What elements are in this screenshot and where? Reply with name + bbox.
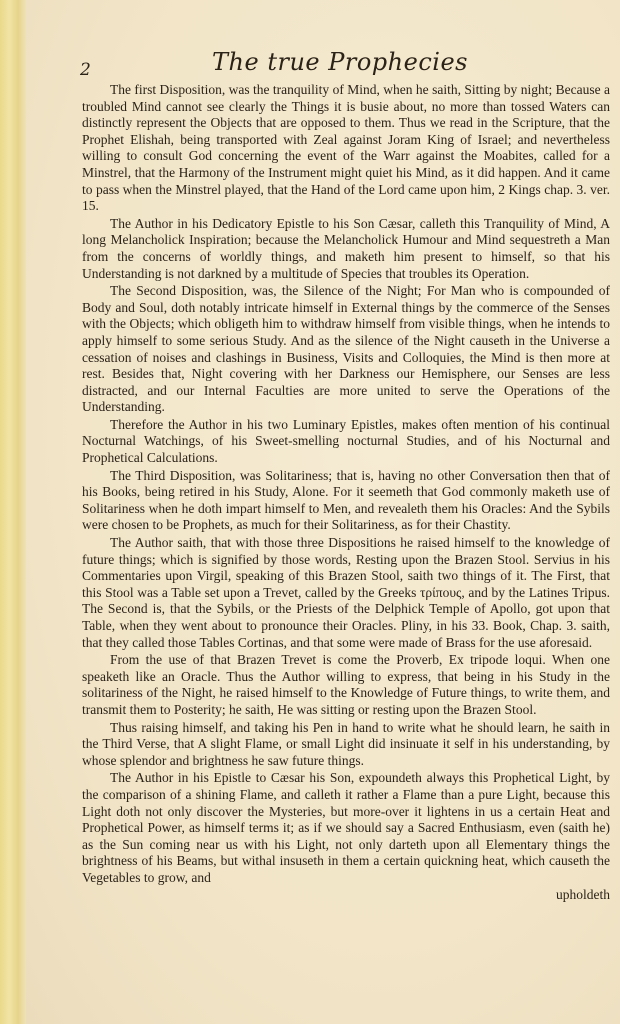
running-head: The true Prophecies <box>212 48 468 76</box>
page-number: 2 <box>80 60 91 80</box>
page-gutter-edge <box>0 0 26 1024</box>
paragraph: Thus raising himself, and taking his Pen in hand to write what he should learn, he saith in the Third Verse, that A slight Flame, or small Light did insinuate it self in his understanding, by whose splendor and brightness he saw future things. <box>82 719 610 768</box>
catchword: upholdeth <box>556 886 610 902</box>
paragraph: The Third Disposition, was Solitariness; that is, having no other Conversation then that of his Books, being retired in his Study, Alone. For it seemeth that God commonly maketh use of Solitariness when he doth impart himself to Men, and revealeth them his Oracles: And the Sybils were chosen to be Prophets, as much for their Solitariness, as for their Chastity. <box>82 467 610 533</box>
paragraph: The Second Disposition, was, the Silence of the Night; For Man who is compounded of Body and Soul, doth notably intricate himself in External things by the commerce of the Senses with the Objects; which obligeth him to withdraw himself from visible things, when he intends to apply himself to some serious Study. And as the silence of the Night causeth in the Universe a cessation of noises and clashings in Business, Visits and Colloquies, the Mind is then more at rest. Besides that, Night covering with her Darkness our Hemisphere, our Senses are less distracted, and our Internal Faculties are more united to serve the Operations of the Understanding. <box>82 283 610 415</box>
paragraph: From the use of that Brazen Trevet is come the Proverb, Ex tripode loqui. When one speaketh like an Oracle. Thus the Author willing to express, that being in his Study in the solitariness of the Night, he raised himself to the Knowledge of Future things, to write them, and transmit them to Posterity; he saith, He was sitting or resting upon the Brazen Stool. <box>82 652 610 717</box>
body-text <box>82 82 610 887</box>
paragraph: The first Disposition, was the tranquility of Mind, when he saith, Sitting by night; Because a troubled Mind cannot see clearly the Things it is busie about, no more than tossed Waters can distinctly represent the Objects that are opposed to them. Thus we read in the Scripture, that the Prophet Elishah, being transported with Zeal against Joram King of Israel; and nevertheless willing to consult God concerning the event of the Warr against the Moabites, called for a Minstrel, that the Harmony of the Instrument might quiet his Mind, as it did happen. And it came to pass when the Minstrel played, that the Hand of the Lord came upon him, 2 Kings chap. 3. ver. 15. <box>82 82 610 214</box>
book-page <box>70 48 610 903</box>
page-header <box>70 48 610 82</box>
paragraph: Therefore the Author in his two Luminary Epistles, makes often mention of his continual Nocturnal Watchings, of his Sweet-smelling nocturnal Studies, and of his Nocturnal and Prophetical Calculations. <box>82 416 610 466</box>
paragraph: The Author saith, that with those three Dispositions he raised himself to the knowledge of future things; which is signified by those words, Resting upon the Brazen Stool. Servius in his Commentaries upon Virgil, speaking of this Brazen Stool, saith two things of it. The First, that this Stool was a Table set upon a Trevet, called by the Greeks τρίπους, and by the Latines Tripus. The Second is, that the Sybils, or the Priests of the Delphick Temple of Apollo, got upon that Table, when they went about to pronounce their Oracles. Pliny, in his 33. Book, Chap. 3. saith, that they called those Tables Cortinas, and that some were made of Brass for the use aforesaid. <box>82 535 610 650</box>
paragraph: The Author in his Epistle to Cæsar his Son, expoundeth always this Prophetical Light, by the comparison of a shining Flame, and calleth it rather a Flame than a pure Light, because this Light doth not only discover the Mysteries, but more-over it lightens in us a certain Heat and Prophetical Power, as himself terms it; as if we should say a Sacred Enthusiasm, even (saith he) as the Sun coming near us with his Light, not only darteth upon all Elementary things the brightness of his Beams, but withal insuseth in them a certain quickning heat, which causeth the Vegetables to grow, and <box>82 770 610 885</box>
paragraph: The Author in his Dedicatory Epistle to his Son Cæsar, calleth this Tranquility of Mind, A long Melancholick Inspiration; because the Melancholick Humour and Mind sequestreth a Man from the concerns of worldly things, and maketh him present to himself, so that his Understanding is not darkned by a multitude of Species that troubles its Operation. <box>82 215 610 281</box>
